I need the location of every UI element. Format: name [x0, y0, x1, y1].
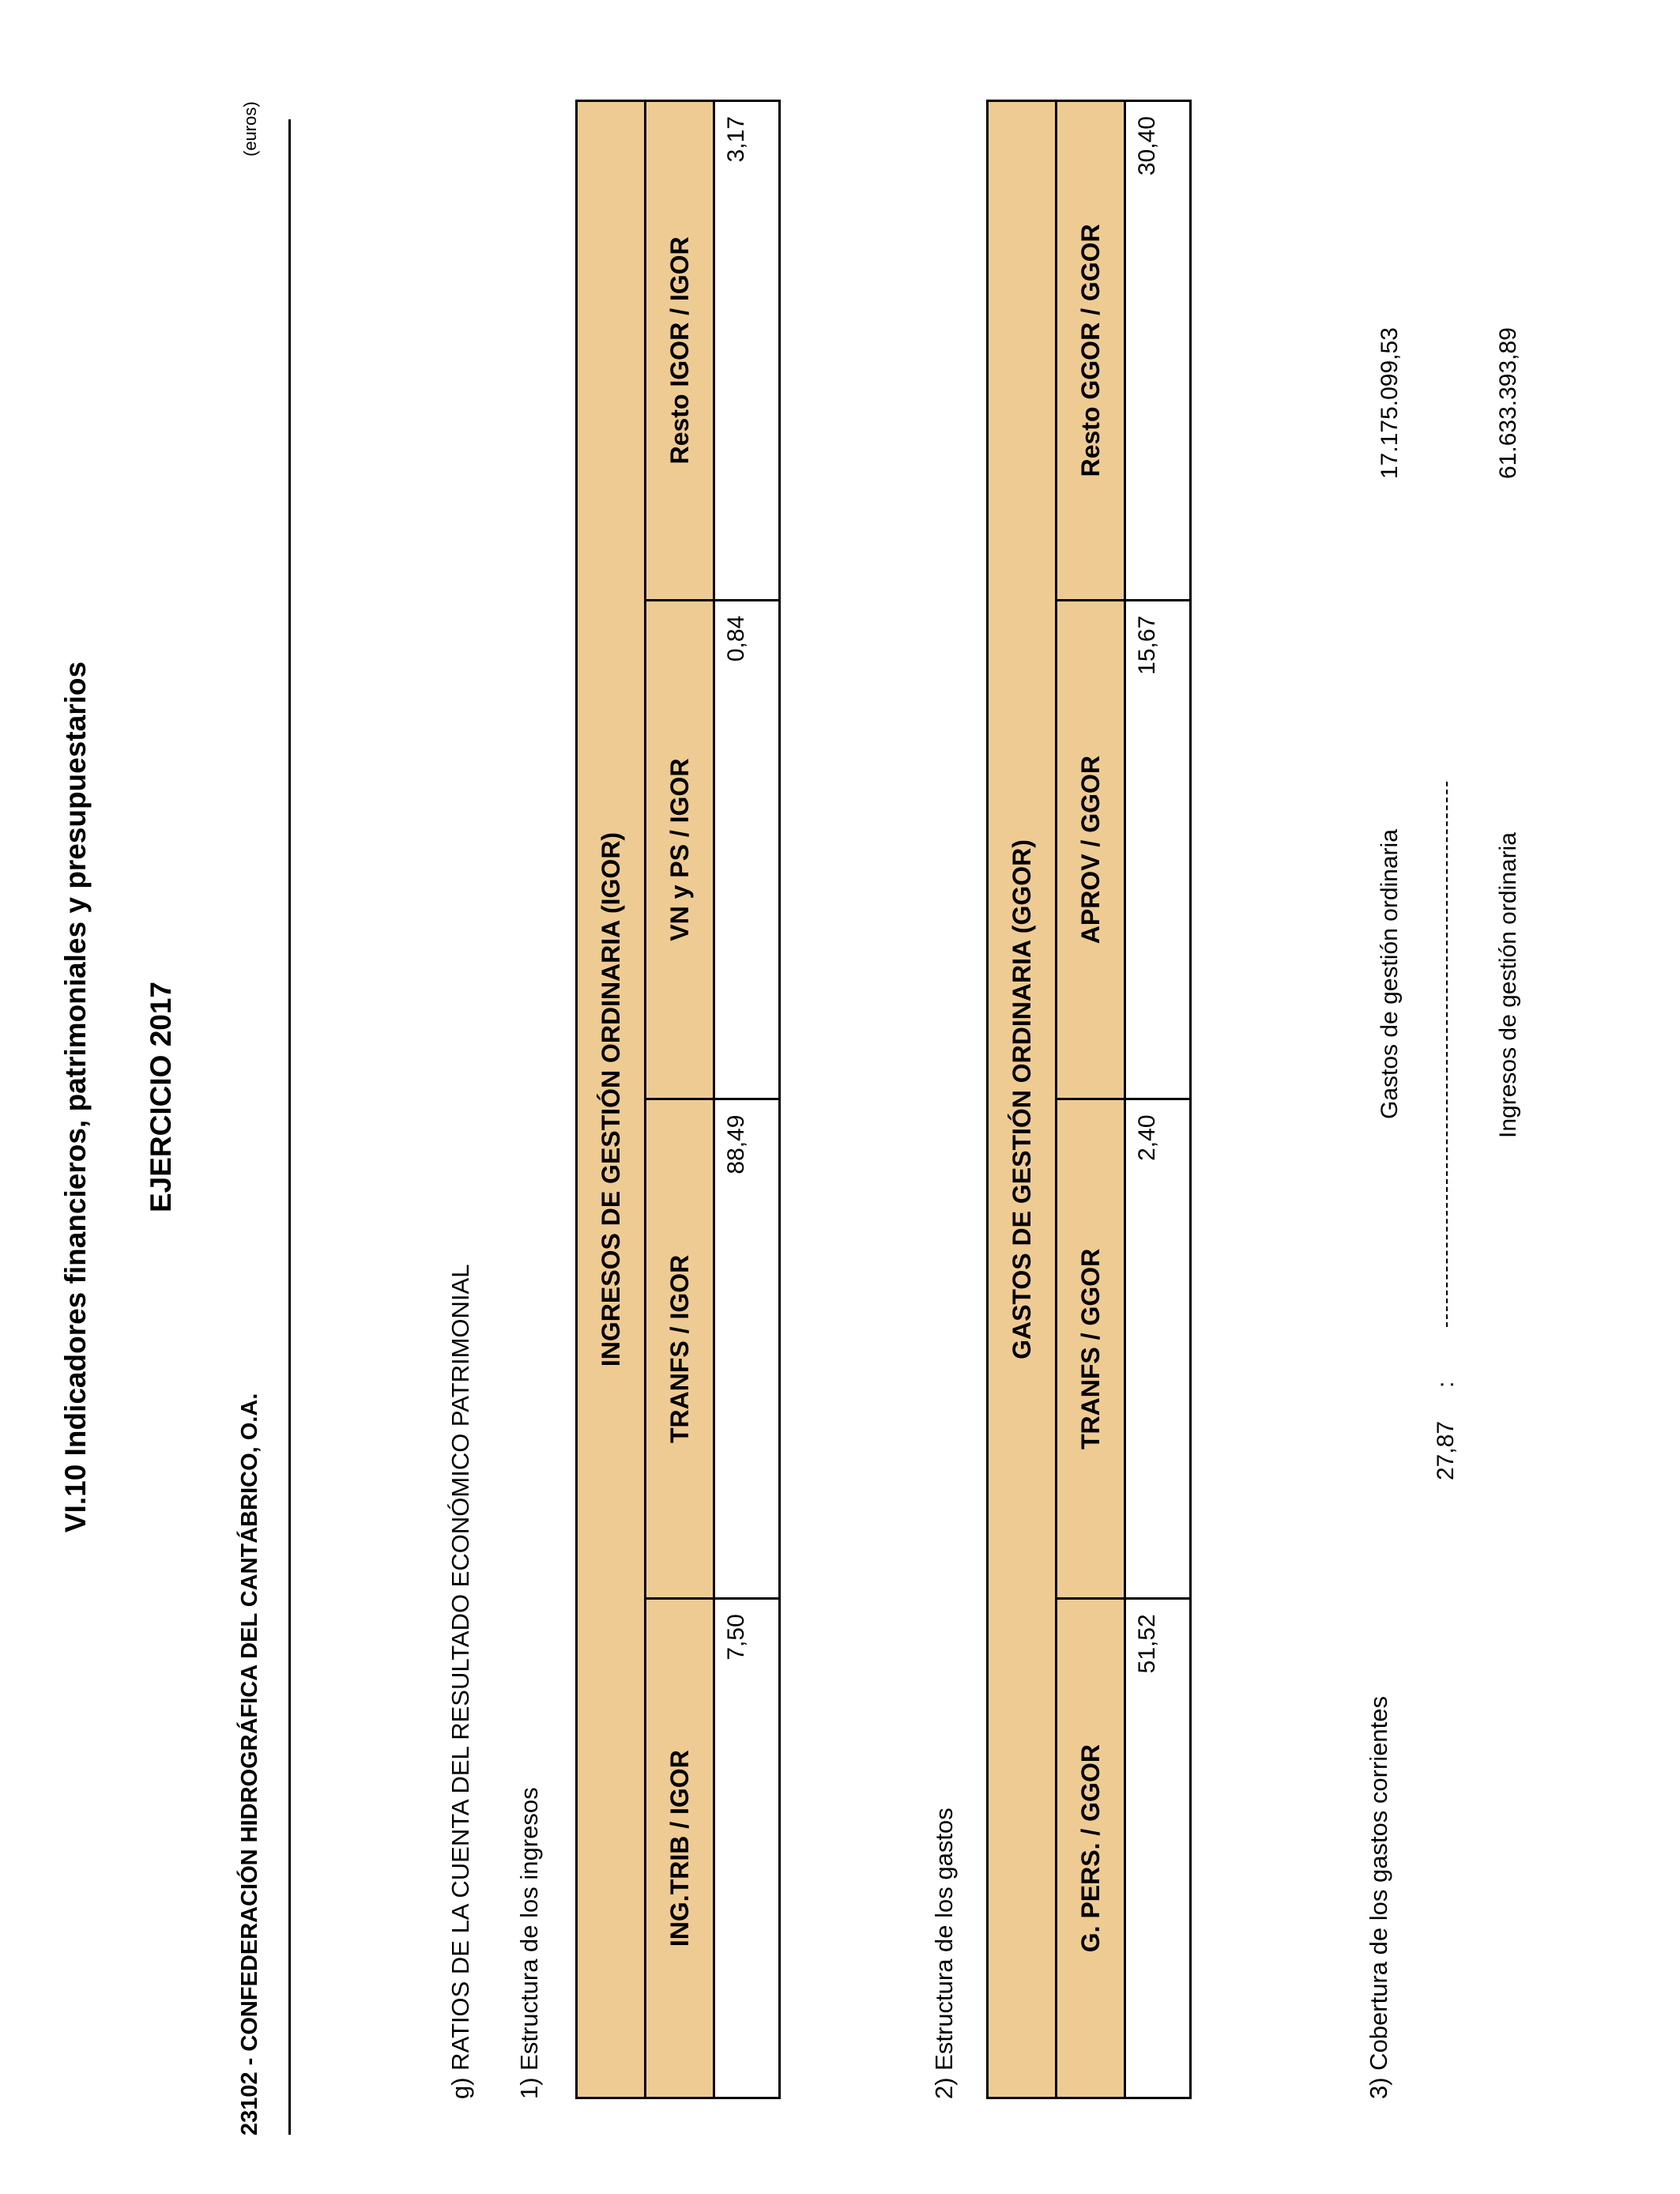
column-header: VN y PS / IGOR	[646, 600, 714, 1099]
table-title-row	[988, 101, 1057, 2098]
column-header: Resto IGOR / IGOR	[646, 101, 714, 601]
report-title: VI.10 Indicadores financieros, patrimoniales y presupuestarios	[59, 661, 92, 1533]
column-header: Resto GGOR / GGOR	[1057, 101, 1125, 601]
table-row	[714, 101, 780, 2098]
table-cell: 7,50	[714, 1599, 780, 2098]
numerator-value: 17.175.099,53	[1377, 327, 1403, 479]
expense-structure-table	[986, 100, 1192, 2099]
table-header-row	[1057, 101, 1125, 2098]
coverage-value: 27,87	[1433, 1420, 1459, 1480]
table-cell: 88,49	[714, 1099, 780, 1599]
coverage-colon: :	[1433, 1381, 1459, 1388]
column-header: ING.TRIB / IGOR	[646, 1599, 714, 2098]
column-header: TRANFS / IGOR	[646, 1099, 714, 1599]
denominator-label: Ingresos de gestión ordinaria	[1495, 832, 1521, 1138]
table-row	[1125, 101, 1191, 2098]
units-label: (euros)	[240, 101, 260, 156]
table-cell: 51,52	[1125, 1599, 1191, 2098]
income-structure-label: 1) Estructura de los ingresos	[515, 1787, 543, 2099]
header-divider	[288, 119, 291, 2135]
fraction-divider	[1446, 782, 1448, 1327]
section-title: g) RATIOS DE LA CUENTA DEL RESULTADO ECONÓMICO PATRIMONIAL	[446, 1264, 474, 2099]
table-header-row	[646, 101, 714, 2098]
table-cell: 15,67	[1125, 600, 1191, 1099]
numerator-label: Gastos de gestión ordinaria	[1377, 829, 1403, 1119]
table-cell: 30,40	[1125, 101, 1191, 601]
coverage-label: 3) Cobertura de los gastos corrientes	[1365, 1695, 1392, 2099]
table-cell: 0,84	[714, 600, 780, 1099]
fiscal-year-title: EJERCICIO 2017	[145, 981, 177, 1213]
table-title: INGRESOS DE GESTIÓN ORDINARIA (IGOR)	[577, 101, 646, 2098]
table-title-row	[577, 101, 646, 2098]
table-cell: 2,40	[1125, 1099, 1191, 1599]
table-cell: 3,17	[714, 101, 780, 601]
table-title: GASTOS DE GESTIÓN ORDINARIA (GGOR)	[988, 101, 1057, 2098]
column-header: APROV / GGOR	[1057, 600, 1125, 1099]
entity-name: 23102 - CONFEDERACIÓN HIDROGRÁFICA DEL CANTÁBRICO, O.A.	[237, 1393, 262, 2136]
denominator-value: 61.633.393,89	[1495, 327, 1521, 479]
column-header: G. PERS. / GGOR	[1057, 1599, 1125, 2098]
income-structure-table	[575, 100, 781, 2099]
column-header: TRANFS / GGOR	[1057, 1099, 1125, 1599]
expense-structure-label: 2) Estructura de los gastos	[930, 1808, 958, 2099]
